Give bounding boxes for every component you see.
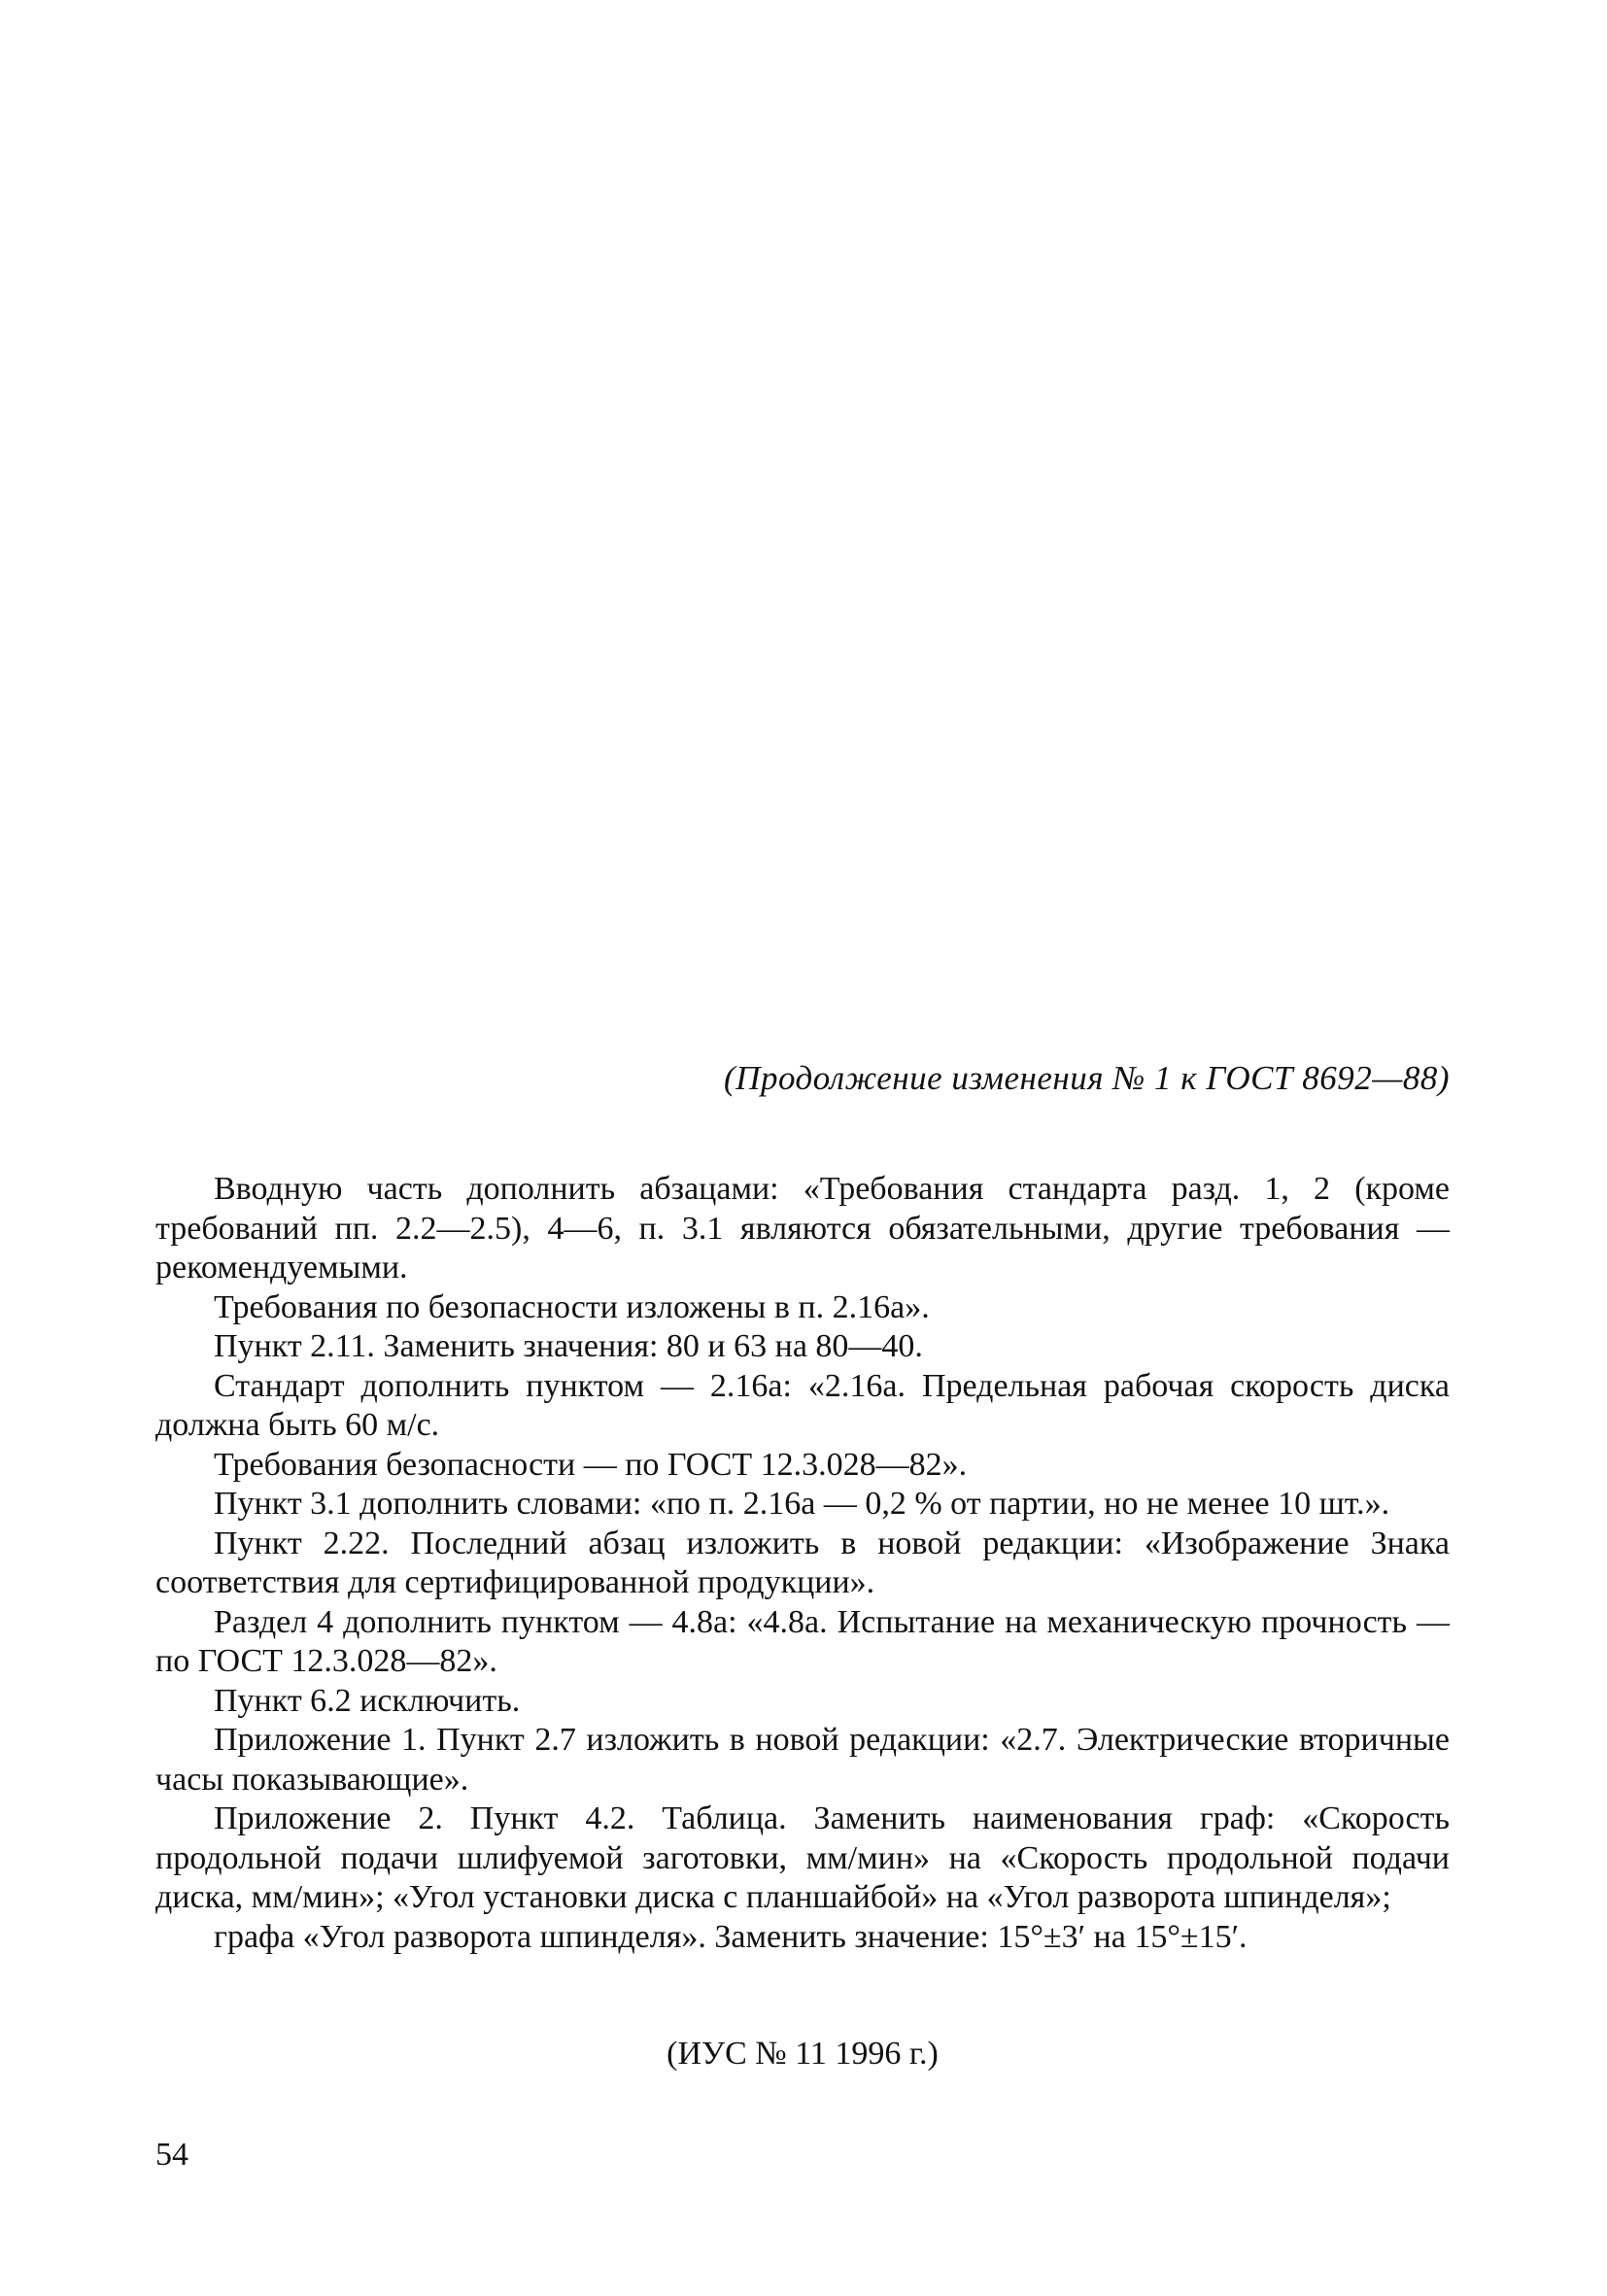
paragraph-item-2-22: Пункт 2.22. Последний абзац изложить в новой редакции: «Изображение Знака соответствия для сертифицированной продукции». [155,1525,1450,1600]
amendment-body [155,1170,1450,1957]
paragraph-item-2-16a: Стандарт дополнить пунктом — 2.16а: «2.16а. Предельная рабочая скорость диска должна быть 60 м/с. [155,1367,1450,1443]
page-number: 54 [155,2137,188,2173]
paragraph-item-3-1: Пункт 3.1 дополнить словами: «по п. 2.16а — 0,2 % от партии, но не менее 10 шт.». [214,1486,1390,1522]
continuation-header: (Продолжение изменения № 1 к ГОСТ 8692—88) [724,1059,1450,1097]
paragraph-item-6-2: Пункт 6.2 исключить. [214,1682,521,1719]
paragraph-safety-gost: Требования безопасности — по ГОСТ 12.3.028—82». [214,1446,968,1483]
paragraph-section-4: Раздел 4 дополнить пунктом — 4.8а: «4.8а. Испытание на механическую прочность — по ГОСТ 12.3.028—82». [155,1603,1450,1679]
paragraph-spindle-angle: графа «Угол разворота шпинделя». Заменить значение: 15°±3′ на 15°±15′. [214,1918,1248,1955]
paragraph-safety: Требования по безопасности изложены в п. 2.16а». [214,1288,930,1325]
paragraph-intro: Вводную часть дополнить абзацами: «Требования стандарта разд. 1, 2 (кроме требований пп. 2.2—2.5), 4—6, п. 3.1 являются обязательными, другие требования — рекомендуемыми. [155,1171,1450,1285]
paragraph-appendix-1: Приложение 1. Пункт 2.7 изложить в новой редакции: «2.7. Электрические вторичные часы показывающие». [155,1722,1450,1798]
paragraph-appendix-2: Приложение 2. Пункт 4.2. Таблица. Заменить наименования граф: «Скорость продольной подачи шлифуемой заготовки, мм/мин» на «Скорость продольной подачи диска, мм/мин»; «Угол установки диска с планшайбой» на «Угол разворота шпинделя»; [155,1800,1450,1915]
paragraph-item-2-11: Пункт 2.11. Заменить значения: 80 и 63 на 80—40. [214,1328,923,1364]
source-reference: (ИУС № 11 1996 г.) [667,2036,939,2072]
